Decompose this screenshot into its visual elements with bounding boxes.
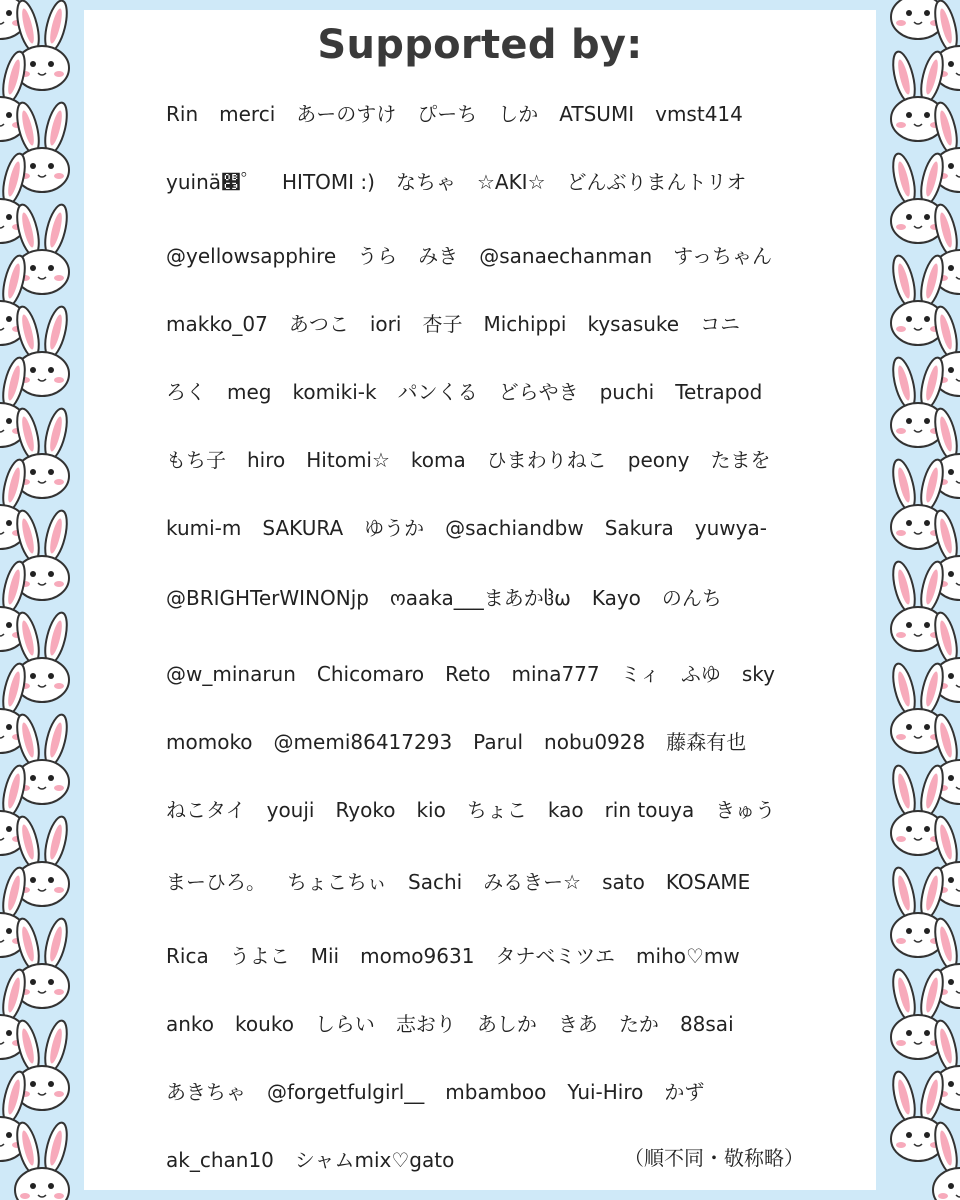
supporter-name: @BRIGHTerWINONjp bbox=[166, 586, 369, 610]
supporter-name: かず bbox=[664, 1080, 705, 1104]
supporter-row bbox=[166, 722, 866, 762]
supporter-name: kumi-m bbox=[166, 516, 242, 540]
supporter-name: Hitomi☆ bbox=[306, 448, 390, 472]
supporter-row bbox=[166, 94, 866, 134]
supporter-row bbox=[166, 1072, 866, 1112]
supporter-name: 藤森有也 bbox=[666, 730, 747, 754]
supporter-name: Michippi bbox=[483, 312, 567, 336]
supporter-name: @w_minarun bbox=[166, 662, 296, 686]
supporter-name: youji bbox=[266, 798, 315, 822]
supporter-row bbox=[166, 862, 866, 902]
supporter-name: シャムmix♡gato bbox=[294, 1148, 455, 1172]
page-title: Supported by: bbox=[317, 22, 643, 68]
supporter-name: @sanaechanman bbox=[479, 244, 653, 268]
supporter-name: ちょこちぃ bbox=[287, 870, 387, 894]
supporter-name: パンくる bbox=[397, 380, 478, 404]
supporter-name: koma bbox=[410, 448, 466, 472]
supporter-row bbox=[166, 304, 866, 344]
supporter-name: kysasuke bbox=[587, 312, 680, 336]
supporter-name: Parul bbox=[473, 730, 524, 754]
supporter-name: ゆうか bbox=[364, 516, 425, 540]
order-note: （順不同・敬称略） bbox=[624, 1146, 804, 1170]
supporter-name: Yui-Hiro bbox=[567, 1080, 644, 1104]
supporter-name: vmst414 bbox=[655, 102, 743, 126]
supporter-name: もち子 bbox=[166, 448, 226, 472]
supporter-name: sato bbox=[602, 870, 645, 894]
supporter-row bbox=[166, 790, 866, 830]
supporter-name: KOSAME bbox=[665, 870, 751, 894]
supporter-name: anko bbox=[166, 1012, 215, 1036]
supporter-name: Ryoko bbox=[335, 798, 396, 822]
supporter-name: ak_chan10 bbox=[166, 1148, 274, 1172]
supporter-name: たか bbox=[618, 1012, 659, 1036]
supporter-row bbox=[166, 936, 866, 976]
supporter-name: 志おり bbox=[395, 1012, 456, 1036]
supporter-name: ミィ bbox=[620, 662, 660, 686]
supporter-name: makko_07 bbox=[166, 312, 268, 336]
supporter-row bbox=[166, 1004, 866, 1044]
supporter-name: どらやき bbox=[498, 380, 579, 404]
supporter-row bbox=[166, 578, 866, 618]
supporter-row bbox=[166, 372, 866, 412]
supporter-name: まーひろ。 bbox=[166, 870, 266, 894]
supporter-name: あつこ bbox=[288, 312, 349, 336]
supporter-name: あしか bbox=[476, 1012, 537, 1036]
supporter-name: rin touya bbox=[604, 798, 695, 822]
supporter-name: puchi bbox=[599, 380, 655, 404]
supporter-name: SAKURA bbox=[262, 516, 344, 540]
supporter-row bbox=[166, 440, 866, 480]
supporter-name: タナベミツエ bbox=[495, 944, 616, 968]
supporter-name: yuinä௃゜ bbox=[166, 170, 261, 194]
supporter-name: Rin bbox=[166, 102, 199, 126]
supporter-name: nobu0928 bbox=[544, 730, 646, 754]
supporter-name: kio bbox=[416, 798, 446, 822]
supporter-name: 杏子 bbox=[422, 312, 463, 336]
supporter-name: kao bbox=[547, 798, 584, 822]
supporter-name: Mii bbox=[310, 944, 340, 968]
supporter-name: ☆AKI☆ bbox=[476, 170, 546, 194]
supporter-name: あきちゃ bbox=[166, 1080, 246, 1104]
supporter-name: @yellowsapphire bbox=[166, 244, 337, 268]
supporter-name: Sachi bbox=[408, 870, 463, 894]
supporter-name: どんぶりまんトリオ bbox=[566, 170, 747, 194]
supporter-name: Chicomaro bbox=[316, 662, 425, 686]
supporter-name: ねこタイ bbox=[166, 798, 246, 822]
supporter-name: みき bbox=[418, 244, 459, 268]
supporter-name: すっちゃん bbox=[673, 244, 772, 268]
supporter-name: のんち bbox=[661, 586, 722, 610]
supporter-row bbox=[166, 162, 866, 202]
supporter-name: ぴーち bbox=[417, 102, 478, 126]
supporter-name: あーのすけ bbox=[296, 102, 397, 126]
supporter-name: mbamboo bbox=[445, 1080, 547, 1104]
supporter-name: @sachiandbw bbox=[445, 516, 584, 540]
supporter-name: @memi86417293 bbox=[273, 730, 453, 754]
supporter-row bbox=[166, 236, 866, 276]
supporter-name: ATSUMI bbox=[559, 102, 635, 126]
supporter-name: なちゃ bbox=[395, 170, 456, 194]
supporter-name: きゅう bbox=[715, 798, 776, 822]
supporter-name: ひまわりねこ bbox=[486, 448, 607, 472]
supporter-name: Sakura bbox=[604, 516, 674, 540]
supporter-name: しか bbox=[498, 102, 539, 126]
supporter-name: komiki-k bbox=[292, 380, 377, 404]
supporter-name: Rica bbox=[166, 944, 209, 968]
supporter-name: merci bbox=[219, 102, 276, 126]
supporter-name: meg bbox=[227, 380, 272, 404]
supporter-name: うら bbox=[357, 244, 398, 268]
supporter-name: ふゆ bbox=[680, 662, 721, 686]
supporter-name: hiro bbox=[247, 448, 286, 472]
supporter-name: ろく bbox=[166, 380, 206, 404]
supporter-name: みるきー☆ bbox=[483, 870, 582, 894]
supporter-name: sky bbox=[741, 662, 775, 686]
supporter-name: peony bbox=[627, 448, 690, 472]
supporter-row bbox=[166, 654, 866, 694]
supporter-name: Reto bbox=[445, 662, 491, 686]
supporters-card bbox=[84, 10, 876, 1190]
supporter-name: Tetrapod bbox=[675, 380, 763, 404]
supporter-name: きあ bbox=[557, 1012, 598, 1036]
supporter-name: HITOMI :) bbox=[282, 170, 375, 194]
supporter-name: ちょこ bbox=[466, 798, 527, 822]
supporter-name: miho♡mw bbox=[636, 944, 740, 968]
supporter-name: momo9631 bbox=[360, 944, 475, 968]
supporter-name: mina777 bbox=[511, 662, 600, 686]
supporter-name: kouko bbox=[235, 1012, 294, 1036]
supporter-name: yuwya- bbox=[694, 516, 767, 540]
supporter-name: うよこ bbox=[229, 944, 290, 968]
supporter-name: @forgetfulgirl__ bbox=[267, 1080, 425, 1104]
supporter-row bbox=[166, 508, 866, 548]
supporter-name: Kayo bbox=[591, 586, 641, 610]
supporter-name: iori bbox=[369, 312, 402, 336]
supporter-name: ოaaka___まあかჱω bbox=[390, 586, 571, 610]
supporter-name: コニ bbox=[700, 312, 741, 336]
supporter-name: しらい bbox=[314, 1012, 375, 1036]
supporter-name: momoko bbox=[166, 730, 253, 754]
supporter-name: 88sai bbox=[679, 1012, 734, 1036]
supporter-name: たまを bbox=[710, 448, 771, 472]
